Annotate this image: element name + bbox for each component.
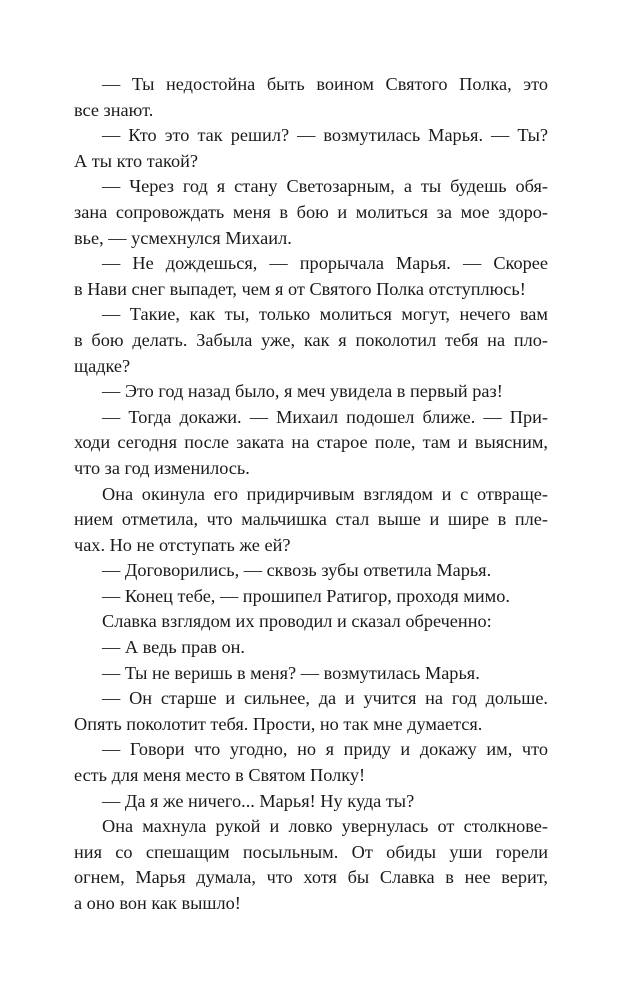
text-line: А ты кто такой? bbox=[74, 150, 199, 171]
text-line: — Это год назад было, я меч увидела в первый раз! bbox=[102, 381, 503, 402]
paragraph-9 bbox=[74, 558, 548, 584]
text-line: ходи сегодня после заката на старое поле, там и выясним, bbox=[74, 432, 548, 453]
text-line: — Через год я стану Светозарным, а ты будешь обя- bbox=[102, 176, 548, 197]
paragraph-16 bbox=[74, 789, 548, 815]
text-line: — Ты недостойна быть воином Святого Полка, это bbox=[102, 74, 548, 94]
text-line: — Ты не веришь в меня? — возмутилась Марья. bbox=[102, 662, 480, 683]
paragraph-17 bbox=[74, 814, 548, 916]
paragraph-4 bbox=[74, 251, 548, 302]
text-line: в бою делать. Забыла уже, как я поколотил тебя на пло- bbox=[74, 329, 548, 350]
text-line: а оно вон как вышло! bbox=[74, 893, 241, 913]
text-line: чах. Но не отступать же ей? bbox=[74, 534, 291, 555]
text-line: щадке? bbox=[74, 355, 131, 376]
paragraph-7 bbox=[74, 405, 548, 482]
paragraph-6 bbox=[74, 379, 548, 405]
text-line: — Не дождешься, — прорычала Марья. — Скорее bbox=[102, 253, 548, 274]
text-line: огнем, Марья думала, что хотя бы Славка в нее верит, bbox=[74, 867, 548, 888]
text-line: все знают. bbox=[74, 99, 154, 120]
text-line: — Кто это так решил? — возмутилась Марья. — Ты? bbox=[102, 125, 548, 146]
text-line: — Конец тебе, — прошипел Ратигор, проходя мимо. bbox=[102, 585, 510, 606]
text-line: вье, — усмехнулся Михаил. bbox=[74, 227, 292, 248]
book-page bbox=[74, 72, 548, 917]
text-line: — Он старше и сильнее, да и учится на год дольше. bbox=[102, 688, 548, 709]
paragraph-1 bbox=[74, 72, 548, 123]
paragraph-5 bbox=[74, 302, 548, 379]
text-line: — Тогда докажи. — Михаил подошел ближе. — При- bbox=[102, 406, 548, 427]
text-line: Она махнула рукой и ловко увернулась от столкнове- bbox=[102, 816, 548, 837]
text-line: — Такие, как ты, только молиться могут, нечего вам bbox=[102, 304, 548, 325]
text-line: ния со спешащим посыльным. От обиды уши горели bbox=[74, 841, 548, 862]
text-line: — Договорились, — сквозь зубы ответила Марья. bbox=[102, 560, 492, 581]
paragraph-11 bbox=[74, 609, 548, 635]
paragraph-12 bbox=[74, 635, 548, 661]
paragraph-3 bbox=[74, 174, 548, 251]
text-line: — Да я же ничего... Марья! Ну куда ты? bbox=[102, 790, 415, 811]
text-line: Опять поколотит тебя. Прости, но так мне думается. bbox=[74, 713, 483, 734]
text-line: нием отметила, что мальчишка стал выше и шире в пле- bbox=[74, 509, 548, 530]
paragraph-15 bbox=[74, 737, 548, 788]
text-line: Славка взглядом их проводил и сказал обреченно: bbox=[102, 611, 492, 632]
text-line: — А ведь прав он. bbox=[102, 637, 245, 658]
paragraph-8 bbox=[74, 482, 548, 559]
paragraph-13 bbox=[74, 661, 548, 687]
paragraph-14 bbox=[74, 686, 548, 737]
text-line: что за год изменилось. bbox=[74, 457, 250, 478]
text-line: зана сопровождать меня в бою и молиться за мое здоро- bbox=[74, 201, 548, 222]
text-line: есть для меня место в Святом Полку! bbox=[74, 765, 366, 786]
paragraph-2 bbox=[74, 123, 548, 174]
text-line: в Нави снег выпадет, чем я от Святого Полка отступлюсь! bbox=[74, 278, 526, 299]
paragraph-10 bbox=[74, 584, 548, 610]
text-line: — Говори что угодно, но я приду и докажу им, что bbox=[102, 739, 548, 760]
text-line: Она окинула его придирчивым взглядом и с отвраще- bbox=[102, 483, 548, 504]
